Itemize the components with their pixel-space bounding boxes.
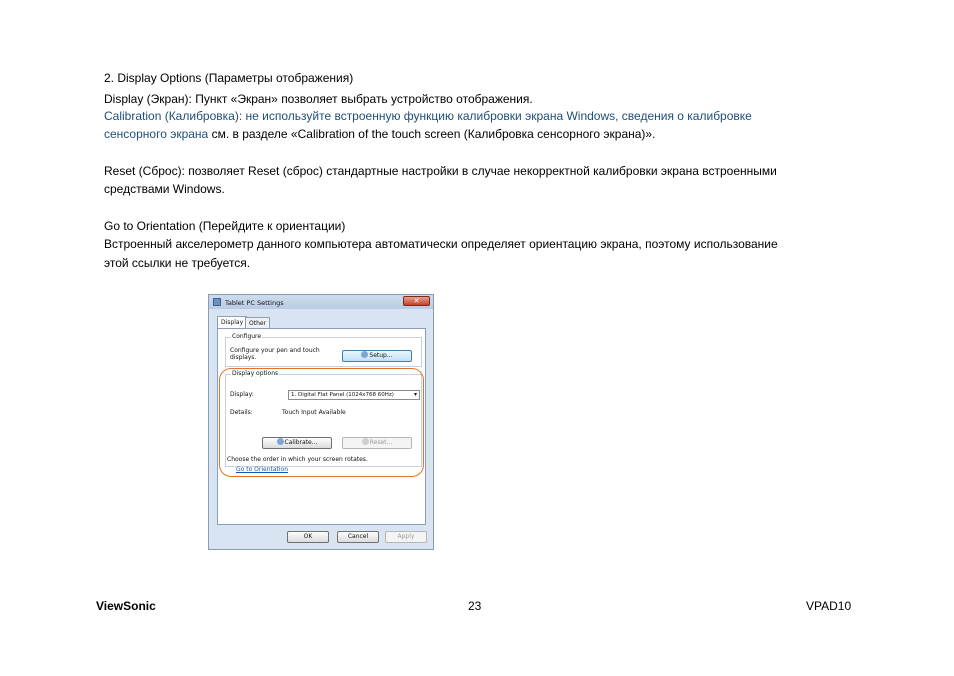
dialog-titlebar [209,295,433,309]
apply-button[interactable]: Apply [385,531,427,543]
reset-paragraph-line-2: средствами Windows. [104,182,225,196]
orientation-paragraph-line-1: Встроенный акселерометр данного компьютера автоматически определяет ориентацию экрана, поэтому использование [104,237,778,251]
reset-button-label: Reset... [369,439,393,446]
cancel-button[interactable]: Cancel [337,531,379,543]
calibration-paragraph-line-1: Calibration (Калибровка): не используйте встроенную функцию калибровки экрана Windows, сведения о калибровке [104,109,752,123]
chevron-down-icon: ▾ [413,391,417,398]
close-icon[interactable]: ✕ [403,296,430,306]
display-select-value: 1. Digital Flat Panel (1024x768 60Hz) [291,392,394,398]
footer-brand: ViewSonic [96,599,156,613]
configure-text-1: Configure your pen and touch [230,347,320,354]
orientation-heading: Go to Orientation (Перейдите к ориентации) [104,219,346,233]
display-options-label: Display options [232,370,279,377]
setup-button[interactable] [342,350,412,362]
configure-group-label: Configure [232,333,262,340]
details-label: Details: [230,409,253,416]
section-heading: 2. Display Options (Параметры отображения) [104,71,354,85]
display-label: Display: [230,391,254,398]
calibration-paragraph-line-2 [104,127,655,141]
display-paragraph: Display (Экран): Пункт «Экран» позволяет выбрать устройство отображения. [104,92,533,106]
calibration-teal-text: сенсорного экрана [104,127,209,141]
footer-model: VPAD10 [806,599,852,613]
tab-other[interactable]: Other [245,317,270,328]
app-icon [213,298,221,306]
go-to-orientation-link[interactable]: Go to Orientation [236,466,289,473]
details-value: Touch Input Available [282,409,346,416]
calibration-ref-text: см. в разделе «Calibration of the touch screen (Калибровка сенсорного экрана)». [208,127,656,141]
ok-button[interactable]: OK [287,531,329,543]
tab-display[interactable]: Display [217,316,247,329]
shield-icon [361,351,368,358]
calibrate-button-label: Calibrate... [284,439,318,446]
orientation-paragraph-line-2: этой ссылки не требуется. [104,256,251,270]
dialog-title: Tablet PC Settings [225,299,284,307]
configure-group [225,333,422,367]
setup-button-label: Setup... [369,352,393,359]
configure-text-2: displays. [230,354,257,361]
reset-paragraph-line-1: Reset (Сброс): позволяет Reset (сброс) стандартные настройки в случае некорректной калибровки экрана встроенными [104,164,777,178]
orientation-text: Choose the order in which your screen rotates. [227,456,368,463]
highlight-oval [219,368,424,477]
page-number: 23 [468,599,482,613]
